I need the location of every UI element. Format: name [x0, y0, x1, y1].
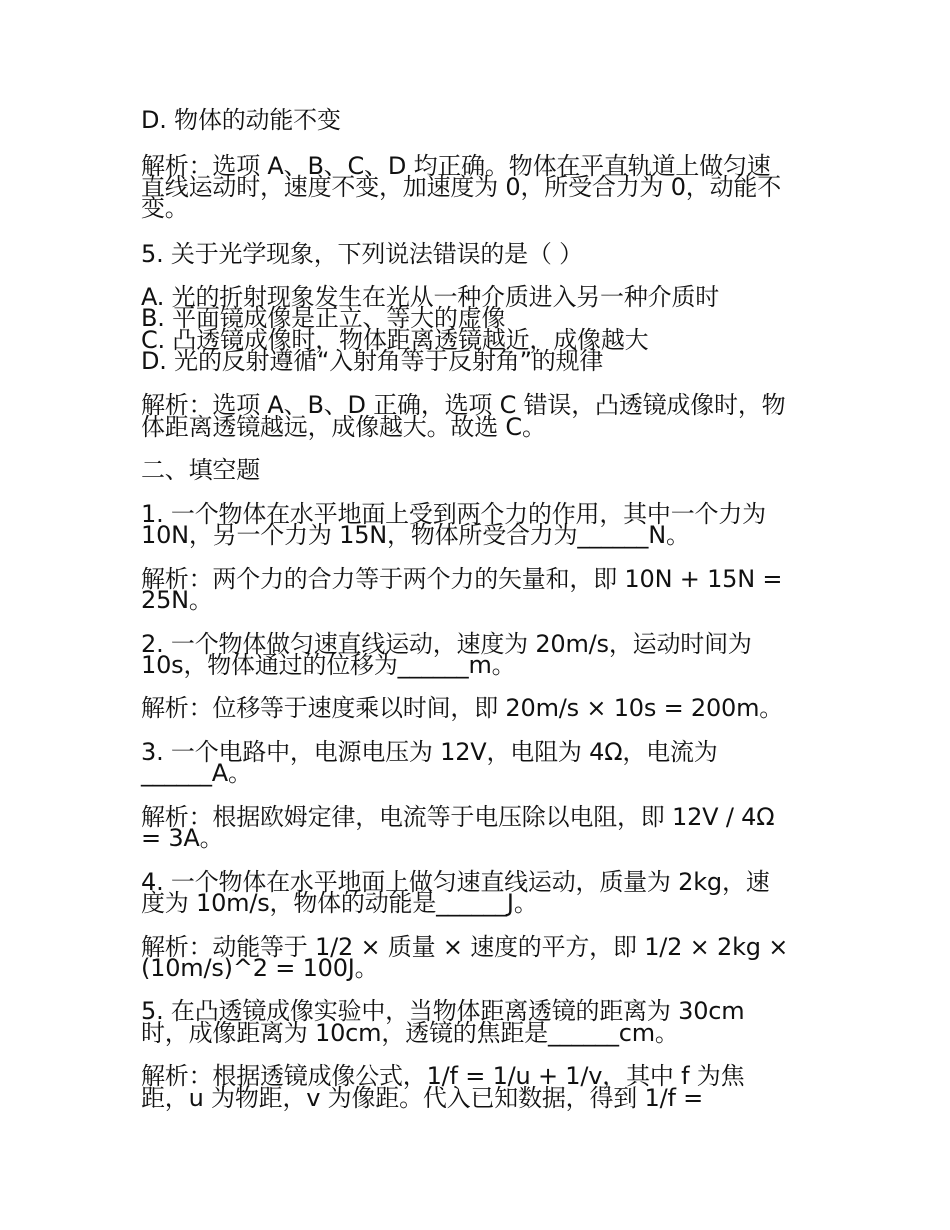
analysis-line: 解析：选项 A、B、C、D 均正确。物体在平直轨道上做匀速 — [141, 152, 771, 180]
analysis-line: 直线运动时，速度不变，加速度为 0，所受合力为 0，动能不 — [141, 173, 781, 201]
analysis-line: 解析：根据欧姆定律，电流等于电压除以电阻，即 12V / 4Ω — [141, 803, 775, 831]
question-line: 5. 在凸透镜成像实验中，当物体距离透镜的距离为 30cm — [141, 997, 745, 1025]
question-line: ______A。 — [141, 759, 252, 787]
analysis-line: 变。 — [141, 194, 189, 222]
question-line: 4. 一个物体在水平地面上做匀速直线运动，质量为 2kg，速 — [141, 868, 770, 896]
option-line: C. 凸透镜成像时，物体距离透镜越近，成像越大 — [141, 326, 649, 354]
question-line: 10N，另一个力为 15N，物体所受合力为______N。 — [141, 521, 690, 549]
analysis-line: 解析：动能等于 1/2 × 质量 × 速度的平方，即 1/2 × 2kg × — [141, 933, 789, 961]
analysis-line: = 3A。 — [141, 824, 224, 852]
question-line: 2. 一个物体做匀速直线运动，速度为 20m/s，运动时间为 — [141, 630, 752, 658]
question-line: 10s，物体通过的位移为______m。 — [141, 651, 516, 679]
question-line: 度为 10m/s，物体的动能是______J。 — [141, 889, 538, 917]
option-line: D. 光的反射遵循“入射角等于反射角”的规律 — [141, 347, 604, 375]
analysis-line: 25N。 — [141, 586, 213, 614]
question-line: 5. 关于光学现象，下列说法错误的是（ ） — [141, 240, 583, 268]
section-heading: 二、填空题 — [141, 456, 260, 484]
document-page — [141, 0, 806, 1230]
analysis-line: 体距离透镜越远，成像越大。故选 C。 — [141, 413, 546, 441]
analysis-line: 解析：两个力的合力等于两个力的矢量和，即 10N + 15N = — [141, 565, 783, 593]
option-line: B. 平面镜成像是正立、等大的虚像 — [141, 304, 506, 332]
question-line: 1. 一个物体在水平地面上受到两个力的作用，其中一个力为 — [141, 500, 766, 528]
analysis-line: 解析：位移等于速度乘以时间，即 20m/s × 10s = 200m。 — [141, 694, 784, 722]
analysis-line: 解析：根据透镜成像公式，1/f = 1/u + 1/v，其中 f 为焦 — [141, 1062, 745, 1090]
question-line: 3. 一个电路中，电源电压为 12V，电阻为 4Ω，电流为 — [141, 738, 718, 766]
analysis-line: 解析：选项 A、B、D 正确，选项 C 错误，凸透镜成像时，物 — [141, 391, 786, 419]
option-d-line: D. 物体的动能不变 — [141, 106, 341, 134]
question-line: 时，成像距离为 10cm，透镜的焦距是______cm。 — [141, 1019, 679, 1047]
analysis-line: (10m/s)^2 = 100J。 — [141, 954, 379, 982]
analysis-line: 距，u 为物距，v 为像距。代入已知数据，得到 1/f = — [141, 1084, 704, 1112]
option-line: A. 光的折射现象发生在光从一种介质进入另一种介质时 — [141, 283, 720, 311]
